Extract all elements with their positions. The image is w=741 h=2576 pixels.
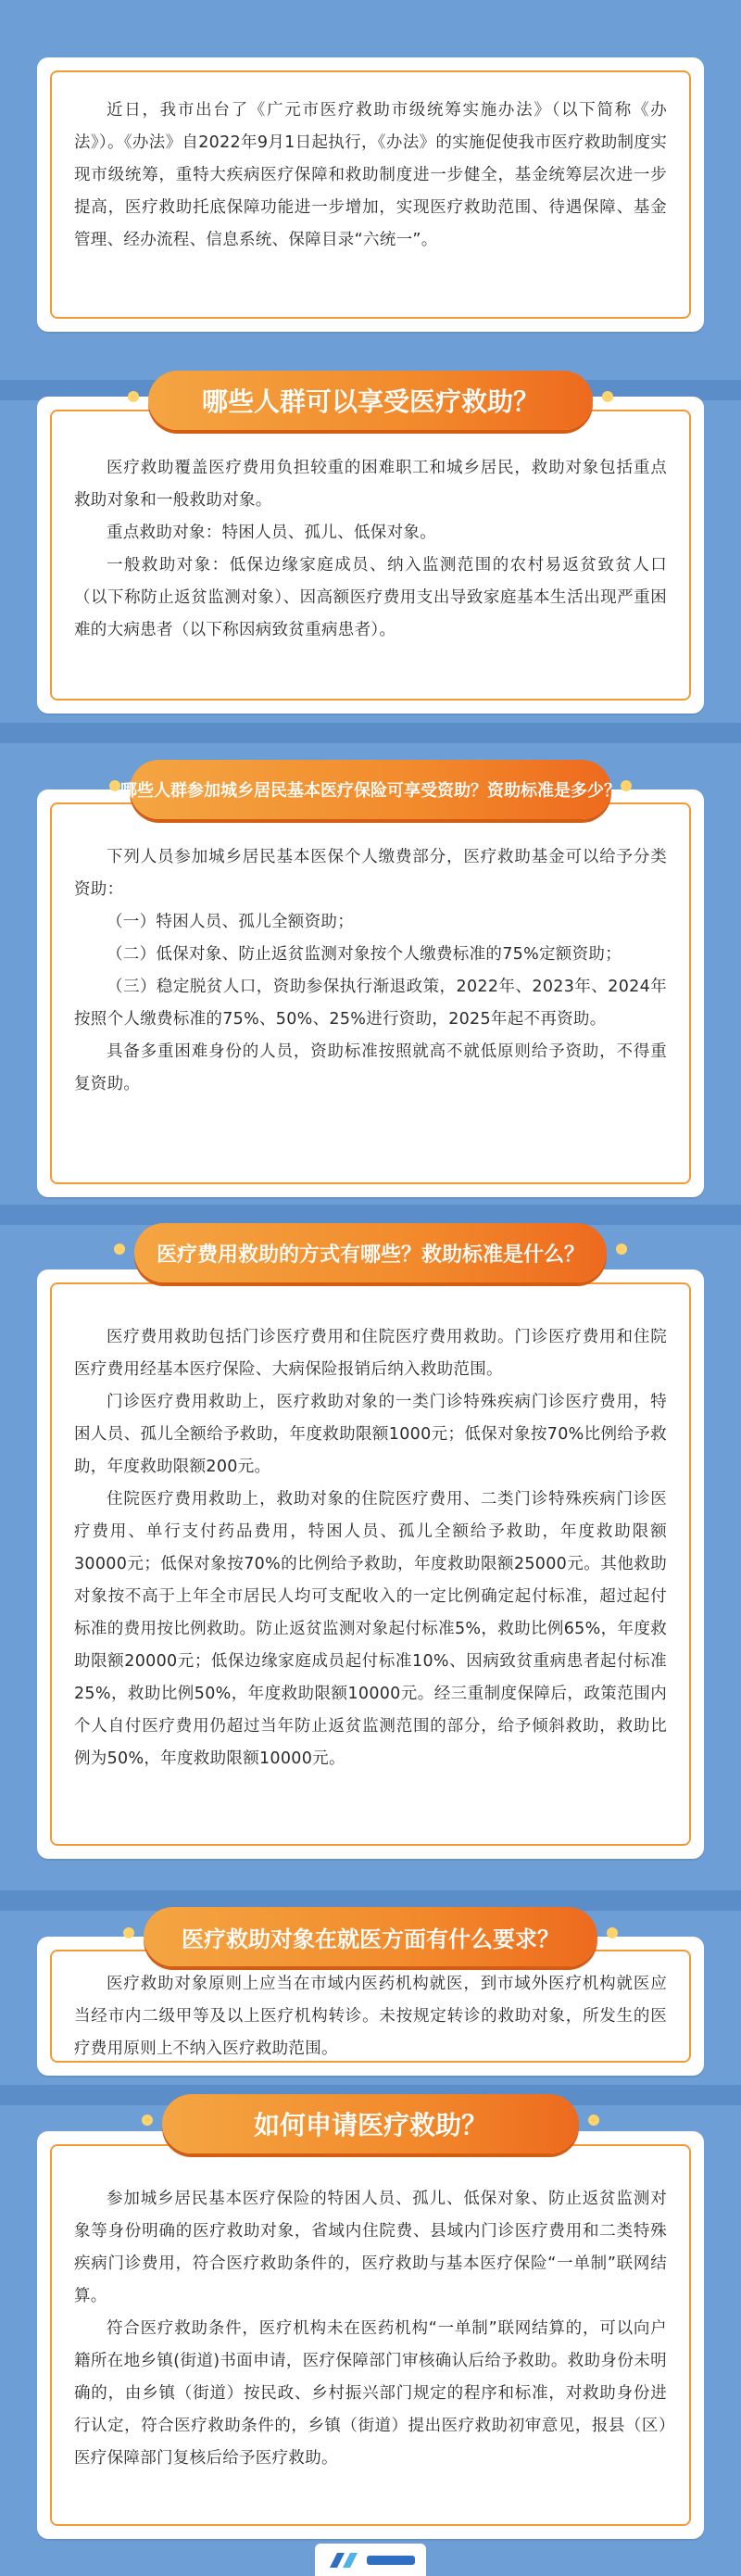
section5-title: 如何申请医疗救助？ <box>253 2110 487 2140</box>
section5-content <box>74 2183 667 2475</box>
section2-p3: （二）低保对象、防止返贫监测对象按个人缴费标准的75%定额资助； <box>107 945 622 964</box>
section2-card <box>37 789 704 1197</box>
background-stripe <box>0 1205 741 1225</box>
section3-p2: 门诊医疗费用救助上，医疗救助对象的一类门诊特殊疾病门诊医疗费用，特困人员、孤儿全额给予救助，年度救助限额1000元；低保对象按70%比例给予救助，年度救助限额200元。 <box>74 1393 667 1476</box>
logo-mark-icon <box>326 2549 361 2571</box>
section3-title-banner <box>134 1223 607 1282</box>
section5-p1: 参加城乡居民基本医疗保险的特困人员、孤儿、低保对象、防止返贫监测对象等身份明确的医疗救助对象，省域内住院费、县域内门诊医疗费用和二类特殊疾病门诊费用，符合医疗救助条件的，医疗救助与基本医疗保险“一单制”联网结算。 <box>74 2190 667 2305</box>
section1-p1: 医疗救助覆盖医疗费用负担较重的困难职工和城乡居民，救助对象包括重点救助对象和一般救助对象。 <box>74 459 667 510</box>
section2-content <box>74 841 667 1101</box>
section5-p2: 符合医疗救助条件，医疗机构未在医药机构“一单制”联网结算的，可以向户籍所在地乡镇(街道)书面申请，医疗保障部门审核确认后给予救助。救助身份未明确的，由乡镇（街道）按民政、乡村振兴部门规定的程序和标准，对救助身份进行认定，符合医疗救助条件的，乡镇（街道）提出医疗救助初审意见，报县（区）医疗保障部门复核后给予医疗救助。 <box>74 2319 667 2468</box>
section2-title-banner <box>120 760 621 819</box>
intro-paragraph: 近日，我市出台了《广元市医疗救助市级统筹实施办法》（以下简称《办法》）。《办法》自2022年9月1日起执行，《办法》的实施促使我市医疗救助制度实现市级统筹，重特大疾病医疗保障和救助制度进一步健全，基金统筹层次进一步提高，医疗救助托底保障功能进一步增加，实现医疗救助范围、待遇保障、基金管理、经办流程、信息系统、保障目录“六统一”。 <box>74 101 667 249</box>
background-stripe <box>0 723 741 743</box>
section1-card <box>37 397 704 713</box>
section4-content <box>74 1968 667 2065</box>
section3-title: 医疗费用救助的方式有哪些？救助标准是什么？ <box>156 1243 584 1267</box>
intro-content <box>74 95 667 257</box>
section3-content <box>74 1321 667 1775</box>
section2-p2: （一）特困人员、孤儿全额资助； <box>107 913 354 931</box>
section5-card <box>37 2131 704 2539</box>
section1-p3: 一般救助对象：低保边缘家庭成员、纳入监测范围的农村易返贫致贫人口（以下称防止返贫监测对象）、因高额医疗费用支出导致家庭基本生活出现严重困难的大病患者（以下称因病致贫重病患者）。 <box>74 556 667 639</box>
section1-title: 哪些人群可以享受医疗救助？ <box>201 386 539 417</box>
section3-p3: 住院医疗费用救助上，救助对象的住院医疗费用、二类门诊特殊疾病门诊医疗费用、单行支付药品费用，特困人员、孤儿全额给予救助，年度救助限额30000元；低保对象按70%的比例给予救助，年度救助限额25000元。其他救助对象按不高于上年全市居民人均可支配收入的一定比例确定起付标准，超过起付标准的费用按比例救助。防止返贫监测对象起付标准5%，救助比例65%，年度救助限额20000元；低保边缘家庭成员起付标准10%、因病致贫重病患者起付标准25%，救助比例50%，年度救助限额10000元。经三重制度保障后，政策范围内个人自付医疗费用仍超过当年防止返贫监测范围的部分，给予倾斜救助，救助比例为50%，年度救助限额10000元。 <box>74 1490 667 1768</box>
section4-title-banner <box>144 1907 597 1966</box>
intro-card <box>37 57 704 332</box>
section3-p1: 医疗费用救助包括门诊医疗费用和住院医疗费用救助。门诊医疗费用和住院医疗费用经基本医疗保险、大病保险报销后纳入救助范围。 <box>74 1328 667 1379</box>
section3-card <box>37 1269 704 1859</box>
section5-title-banner <box>162 2094 579 2153</box>
section1-content <box>74 452 667 647</box>
section2-p5: 具备多重困难身份的人员，资助标准按照就高不就低原则给予资助，不得重复资助。 <box>74 1042 667 1093</box>
section2-p1: 下列人员参加城乡居民基本医保个人缴费部分，医疗救助基金可以给予分类资助： <box>74 848 667 899</box>
section2-title: 哪些人群参加城乡居民基本医疗保险可享受资助？资助标准是多少？ <box>120 781 621 801</box>
section2-p4: （三）稳定脱贫人口，资助参保执行渐退政策，2022年、2023年、2024年按照个人缴费标准的75%、50%、25%进行资助，2025年起不再资助。 <box>74 978 667 1029</box>
section4-title: 医疗救助对象在就医方面有什么要求？ <box>182 1926 559 1952</box>
footer-logo <box>315 2544 426 2576</box>
section1-p2: 重点救助对象：特困人员、孤儿、低保对象。 <box>107 524 436 542</box>
logo-bar <box>367 2556 415 2565</box>
section4-p1: 医疗救助对象原则上应当在市域内医药机构就医，到市域外医疗机构就医应当经市内二级甲等及以上医疗机构转诊。未按规定转诊的救助对象，所发生的医疗费用原则上不纳入医疗救助范围。 <box>74 1975 667 2058</box>
section1-title-banner <box>148 371 593 430</box>
